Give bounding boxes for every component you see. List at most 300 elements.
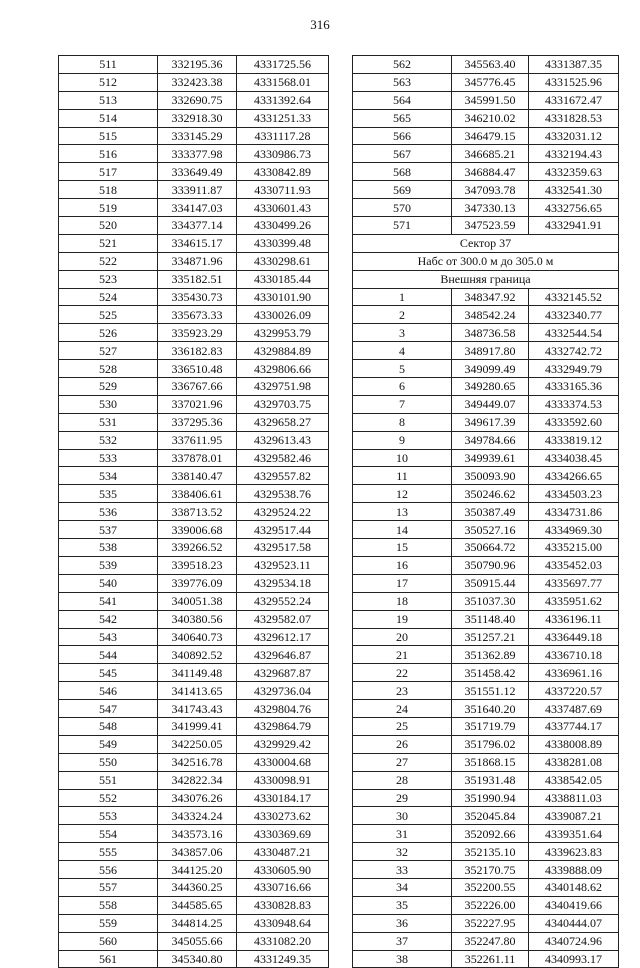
point-number: 560	[59, 932, 158, 950]
point-number: 2	[353, 306, 452, 324]
table-row	[59, 378, 329, 396]
table-row	[59, 109, 329, 127]
x-coordinate: 333911.87	[158, 181, 237, 199]
point-number: 535	[59, 485, 158, 503]
table-row	[59, 324, 329, 342]
x-coordinate: 335430.73	[158, 288, 237, 306]
y-coordinate: 4330487.21	[237, 843, 329, 861]
sector-title: Сектор 37	[353, 234, 619, 252]
y-coordinate: 4331828.53	[529, 109, 619, 127]
table-row	[353, 288, 619, 306]
point-number: 538	[59, 539, 158, 557]
x-coordinate: 343573.16	[158, 825, 237, 843]
point-number: 30	[353, 807, 452, 825]
y-coordinate: 4329806.66	[237, 360, 329, 378]
point-number: 545	[59, 664, 158, 682]
point-number: 527	[59, 342, 158, 360]
point-number: 570	[353, 199, 452, 217]
y-coordinate: 4334731.86	[529, 503, 619, 521]
y-coordinate: 4339087.21	[529, 807, 619, 825]
x-coordinate: 344360.25	[158, 878, 237, 896]
y-coordinate: 4335215.00	[529, 539, 619, 557]
y-coordinate: 4340993.17	[529, 950, 619, 968]
x-coordinate: 342822.34	[158, 771, 237, 789]
y-coordinate: 4332145.52	[529, 288, 619, 306]
table-row	[59, 503, 329, 521]
table-row	[353, 395, 619, 413]
point-number: 529	[59, 378, 158, 396]
point-number: 543	[59, 628, 158, 646]
x-coordinate: 349784.66	[452, 431, 529, 449]
table-row	[353, 914, 619, 932]
table-row	[59, 861, 329, 879]
x-coordinate: 336182.83	[158, 342, 237, 360]
table-row	[353, 73, 619, 91]
point-number: 7	[353, 395, 452, 413]
table-row	[59, 932, 329, 950]
y-coordinate: 4338811.03	[529, 789, 619, 807]
x-coordinate: 338406.61	[158, 485, 237, 503]
sector-height-range: Набс от 300.0 м до 305.0 м	[353, 252, 619, 270]
table-row	[59, 181, 329, 199]
table-row	[353, 181, 619, 199]
table-row	[353, 717, 619, 735]
table-row	[59, 288, 329, 306]
x-coordinate: 338140.47	[158, 467, 237, 485]
table-row	[59, 252, 329, 270]
table-row	[59, 163, 329, 181]
y-coordinate: 4334969.30	[529, 521, 619, 539]
y-coordinate: 4332340.77	[529, 306, 619, 324]
x-coordinate: 339518.23	[158, 556, 237, 574]
table-row	[59, 234, 329, 252]
y-coordinate: 4333592.60	[529, 413, 619, 431]
x-coordinate: 350915.44	[452, 574, 529, 592]
table-row	[353, 861, 619, 879]
point-number: 549	[59, 735, 158, 753]
point-number: 10	[353, 449, 452, 467]
x-coordinate: 336510.48	[158, 360, 237, 378]
sector-range-row	[353, 252, 619, 270]
x-coordinate: 349617.39	[452, 413, 529, 431]
y-coordinate: 4329538.76	[237, 485, 329, 503]
y-coordinate: 4336710.18	[529, 646, 619, 664]
boundary-label-row	[353, 270, 619, 288]
table-row	[59, 700, 329, 718]
y-coordinate: 4333165.36	[529, 378, 619, 396]
table-row	[59, 628, 329, 646]
table-row	[353, 843, 619, 861]
table-row	[59, 56, 329, 74]
y-coordinate: 4340724.96	[529, 932, 619, 950]
y-coordinate: 4329582.07	[237, 610, 329, 628]
y-coordinate: 4340444.07	[529, 914, 619, 932]
point-number: 556	[59, 861, 158, 879]
x-coordinate: 346210.02	[452, 109, 529, 127]
table-row	[59, 73, 329, 91]
table-row	[353, 503, 619, 521]
point-number: 519	[59, 199, 158, 217]
point-number: 541	[59, 592, 158, 610]
table-row	[353, 521, 619, 539]
y-coordinate: 4335452.03	[529, 556, 619, 574]
table-row	[353, 342, 619, 360]
x-coordinate: 352045.84	[452, 807, 529, 825]
x-coordinate: 346479.15	[452, 127, 529, 145]
y-coordinate: 4330399.48	[237, 234, 329, 252]
y-coordinate: 4330986.73	[237, 145, 329, 163]
x-coordinate: 346884.47	[452, 163, 529, 181]
table-row	[59, 753, 329, 771]
y-coordinate: 4331082.20	[237, 932, 329, 950]
table-row	[353, 378, 619, 396]
x-coordinate: 342250.05	[158, 735, 237, 753]
y-coordinate: 4332541.30	[529, 181, 619, 199]
x-coordinate: 332918.30	[158, 109, 237, 127]
y-coordinate: 4331392.64	[237, 91, 329, 109]
table-row	[353, 127, 619, 145]
y-coordinate: 4333374.53	[529, 395, 619, 413]
x-coordinate: 350093.90	[452, 467, 529, 485]
y-coordinate: 4338008.89	[529, 735, 619, 753]
table-row	[59, 646, 329, 664]
y-coordinate: 4338281.08	[529, 753, 619, 771]
y-coordinate: 4332544.54	[529, 324, 619, 342]
y-coordinate: 4331525.96	[529, 73, 619, 91]
y-coordinate: 4332756.65	[529, 199, 619, 217]
point-number: 24	[353, 700, 452, 718]
x-coordinate: 348917.80	[452, 342, 529, 360]
table-row	[353, 163, 619, 181]
table-row	[353, 360, 619, 378]
table-row	[353, 896, 619, 914]
x-coordinate: 351458.42	[452, 664, 529, 682]
point-number: 11	[353, 467, 452, 485]
point-number: 25	[353, 717, 452, 735]
x-coordinate: 349939.61	[452, 449, 529, 467]
table-row	[59, 592, 329, 610]
point-number: 557	[59, 878, 158, 896]
y-coordinate: 4329534.18	[237, 574, 329, 592]
y-coordinate: 4334503.23	[529, 485, 619, 503]
table-row	[353, 217, 619, 235]
x-coordinate: 347330.13	[452, 199, 529, 217]
y-coordinate: 4329864.79	[237, 717, 329, 735]
y-coordinate: 4330601.43	[237, 199, 329, 217]
table-row	[59, 914, 329, 932]
table-row	[353, 413, 619, 431]
table-row	[353, 682, 619, 700]
point-number: 567	[353, 145, 452, 163]
table-row	[353, 556, 619, 574]
table-row	[353, 592, 619, 610]
table-row	[353, 109, 619, 127]
point-number: 15	[353, 539, 452, 557]
table-row	[353, 306, 619, 324]
y-coordinate: 4330298.61	[237, 252, 329, 270]
table-row	[59, 682, 329, 700]
table-row	[59, 270, 329, 288]
y-coordinate: 4331672.47	[529, 91, 619, 109]
x-coordinate: 351257.21	[452, 628, 529, 646]
point-number: 566	[353, 127, 452, 145]
table-row	[59, 896, 329, 914]
point-number: 19	[353, 610, 452, 628]
point-number: 530	[59, 395, 158, 413]
x-coordinate: 350246.62	[452, 485, 529, 503]
x-coordinate: 333377.98	[158, 145, 237, 163]
y-coordinate: 4329613.43	[237, 431, 329, 449]
point-number: 514	[59, 109, 158, 127]
x-coordinate: 340892.52	[158, 646, 237, 664]
x-coordinate: 350664.72	[452, 539, 529, 557]
x-coordinate: 350527.16	[452, 521, 529, 539]
x-coordinate: 350387.49	[452, 503, 529, 521]
x-coordinate: 349099.49	[452, 360, 529, 378]
x-coordinate: 335182.51	[158, 270, 237, 288]
table-row	[353, 664, 619, 682]
table-row	[59, 843, 329, 861]
y-coordinate: 4338542.05	[529, 771, 619, 789]
table-row	[59, 360, 329, 378]
point-number: 523	[59, 270, 158, 288]
x-coordinate: 348736.58	[452, 324, 529, 342]
x-coordinate: 351037.30	[452, 592, 529, 610]
table-row	[353, 145, 619, 163]
point-number: 571	[353, 217, 452, 235]
y-coordinate: 4331568.01	[237, 73, 329, 91]
table-row	[59, 449, 329, 467]
point-number: 32	[353, 843, 452, 861]
x-coordinate: 337295.36	[158, 413, 237, 431]
point-number: 22	[353, 664, 452, 682]
table-row	[59, 556, 329, 574]
x-coordinate: 345340.80	[158, 950, 237, 968]
table-row	[353, 199, 619, 217]
table-row	[59, 878, 329, 896]
x-coordinate: 352135.10	[452, 843, 529, 861]
point-number: 564	[353, 91, 452, 109]
y-coordinate: 4332031.12	[529, 127, 619, 145]
point-number: 512	[59, 73, 158, 91]
y-coordinate: 4340148.62	[529, 878, 619, 896]
table-row	[59, 127, 329, 145]
y-coordinate: 4329524.22	[237, 503, 329, 521]
y-coordinate: 4329884.89	[237, 342, 329, 360]
table-row	[59, 771, 329, 789]
point-number: 533	[59, 449, 158, 467]
x-coordinate: 347523.59	[452, 217, 529, 235]
table-row	[59, 145, 329, 163]
y-coordinate: 4332949.79	[529, 360, 619, 378]
x-coordinate: 344585.65	[158, 896, 237, 914]
y-coordinate: 4329612.17	[237, 628, 329, 646]
x-coordinate: 352170.75	[452, 861, 529, 879]
y-coordinate: 4332742.72	[529, 342, 619, 360]
point-number: 516	[59, 145, 158, 163]
boundary-label: Внешняя граница	[353, 270, 619, 288]
x-coordinate: 341413.65	[158, 682, 237, 700]
y-coordinate: 4329703.75	[237, 395, 329, 413]
point-number: 525	[59, 306, 158, 324]
point-number: 548	[59, 717, 158, 735]
y-coordinate: 4330948.64	[237, 914, 329, 932]
point-number: 511	[59, 56, 158, 74]
point-number: 4	[353, 342, 452, 360]
point-number: 8	[353, 413, 452, 431]
point-number: 518	[59, 181, 158, 199]
y-coordinate: 4332941.91	[529, 217, 619, 235]
y-coordinate: 4333819.12	[529, 431, 619, 449]
x-coordinate: 352226.00	[452, 896, 529, 914]
point-number: 544	[59, 646, 158, 664]
y-coordinate: 4331251.33	[237, 109, 329, 127]
point-number: 17	[353, 574, 452, 592]
table-row	[353, 324, 619, 342]
table-row	[59, 789, 329, 807]
point-number: 558	[59, 896, 158, 914]
x-coordinate: 334615.17	[158, 234, 237, 252]
y-coordinate: 4337487.69	[529, 700, 619, 718]
y-coordinate: 4329751.98	[237, 378, 329, 396]
point-number: 28	[353, 771, 452, 789]
y-coordinate: 4329552.24	[237, 592, 329, 610]
point-number: 552	[59, 789, 158, 807]
point-number: 16	[353, 556, 452, 574]
point-number: 34	[353, 878, 452, 896]
point-number: 35	[353, 896, 452, 914]
x-coordinate: 349280.65	[452, 378, 529, 396]
table-row	[59, 431, 329, 449]
point-number: 18	[353, 592, 452, 610]
y-coordinate: 4331725.56	[237, 56, 329, 74]
y-coordinate: 4335951.62	[529, 592, 619, 610]
point-number: 36	[353, 914, 452, 932]
point-number: 23	[353, 682, 452, 700]
x-coordinate: 335923.29	[158, 324, 237, 342]
x-coordinate: 341743.43	[158, 700, 237, 718]
table-row	[59, 342, 329, 360]
point-number: 537	[59, 521, 158, 539]
point-number: 29	[353, 789, 452, 807]
point-number: 562	[353, 56, 452, 74]
point-number: 565	[353, 109, 452, 127]
y-coordinate: 4330828.83	[237, 896, 329, 914]
table-row	[59, 574, 329, 592]
table-row	[59, 217, 329, 235]
y-coordinate: 4336196.11	[529, 610, 619, 628]
table-row	[59, 950, 329, 968]
y-coordinate: 4330101.90	[237, 288, 329, 306]
table-row	[353, 950, 619, 968]
table-row	[353, 646, 619, 664]
y-coordinate: 4330842.89	[237, 163, 329, 181]
table-row	[59, 467, 329, 485]
point-number: 12	[353, 485, 452, 503]
table-row	[59, 539, 329, 557]
x-coordinate: 345055.66	[158, 932, 237, 950]
sector-title-row	[353, 234, 619, 252]
point-number: 9	[353, 431, 452, 449]
table-row	[59, 485, 329, 503]
table-row	[353, 56, 619, 74]
table-row	[353, 789, 619, 807]
x-coordinate: 352227.95	[452, 914, 529, 932]
point-number: 14	[353, 521, 452, 539]
point-number: 31	[353, 825, 452, 843]
y-coordinate: 4329953.79	[237, 324, 329, 342]
table-row	[353, 539, 619, 557]
table-row	[353, 467, 619, 485]
point-number: 561	[59, 950, 158, 968]
point-number: 6	[353, 378, 452, 396]
table-row	[353, 574, 619, 592]
table-row	[59, 521, 329, 539]
x-coordinate: 337611.95	[158, 431, 237, 449]
table-row	[353, 825, 619, 843]
y-coordinate: 4330369.69	[237, 825, 329, 843]
y-coordinate: 4330184.17	[237, 789, 329, 807]
x-coordinate: 334377.14	[158, 217, 237, 235]
table-row	[353, 628, 619, 646]
point-number: 540	[59, 574, 158, 592]
y-coordinate: 4329658.27	[237, 413, 329, 431]
y-coordinate: 4329646.87	[237, 646, 329, 664]
x-coordinate: 351796.02	[452, 735, 529, 753]
x-coordinate: 345776.45	[452, 73, 529, 91]
x-coordinate: 338713.52	[158, 503, 237, 521]
point-number: 26	[353, 735, 452, 753]
point-number: 547	[59, 700, 158, 718]
x-coordinate: 351931.48	[452, 771, 529, 789]
point-number: 517	[59, 163, 158, 181]
point-number: 551	[59, 771, 158, 789]
x-coordinate: 334147.03	[158, 199, 237, 217]
point-number: 539	[59, 556, 158, 574]
point-number: 521	[59, 234, 158, 252]
point-number: 554	[59, 825, 158, 843]
table-row	[353, 610, 619, 628]
x-coordinate: 343324.24	[158, 807, 237, 825]
y-coordinate: 4339623.83	[529, 843, 619, 861]
point-number: 37	[353, 932, 452, 950]
y-coordinate: 4339888.09	[529, 861, 619, 879]
point-number: 515	[59, 127, 158, 145]
y-coordinate: 4339351.64	[529, 825, 619, 843]
table-row	[353, 91, 619, 109]
table-row	[353, 700, 619, 718]
x-coordinate: 352092.66	[452, 825, 529, 843]
x-coordinate: 333145.29	[158, 127, 237, 145]
table-row	[59, 199, 329, 217]
x-coordinate: 337021.96	[158, 395, 237, 413]
point-number: 27	[353, 753, 452, 771]
x-coordinate: 351551.12	[452, 682, 529, 700]
point-number: 528	[59, 360, 158, 378]
table-row	[59, 735, 329, 753]
y-coordinate: 4331249.35	[237, 950, 329, 968]
y-coordinate: 4337220.57	[529, 682, 619, 700]
point-number: 550	[59, 753, 158, 771]
x-coordinate: 347093.78	[452, 181, 529, 199]
y-coordinate: 4329582.46	[237, 449, 329, 467]
y-coordinate: 4330605.90	[237, 861, 329, 879]
x-coordinate: 339006.68	[158, 521, 237, 539]
table-row	[59, 395, 329, 413]
x-coordinate: 335673.33	[158, 306, 237, 324]
point-number: 1	[353, 288, 452, 306]
y-coordinate: 4332194.43	[529, 145, 619, 163]
